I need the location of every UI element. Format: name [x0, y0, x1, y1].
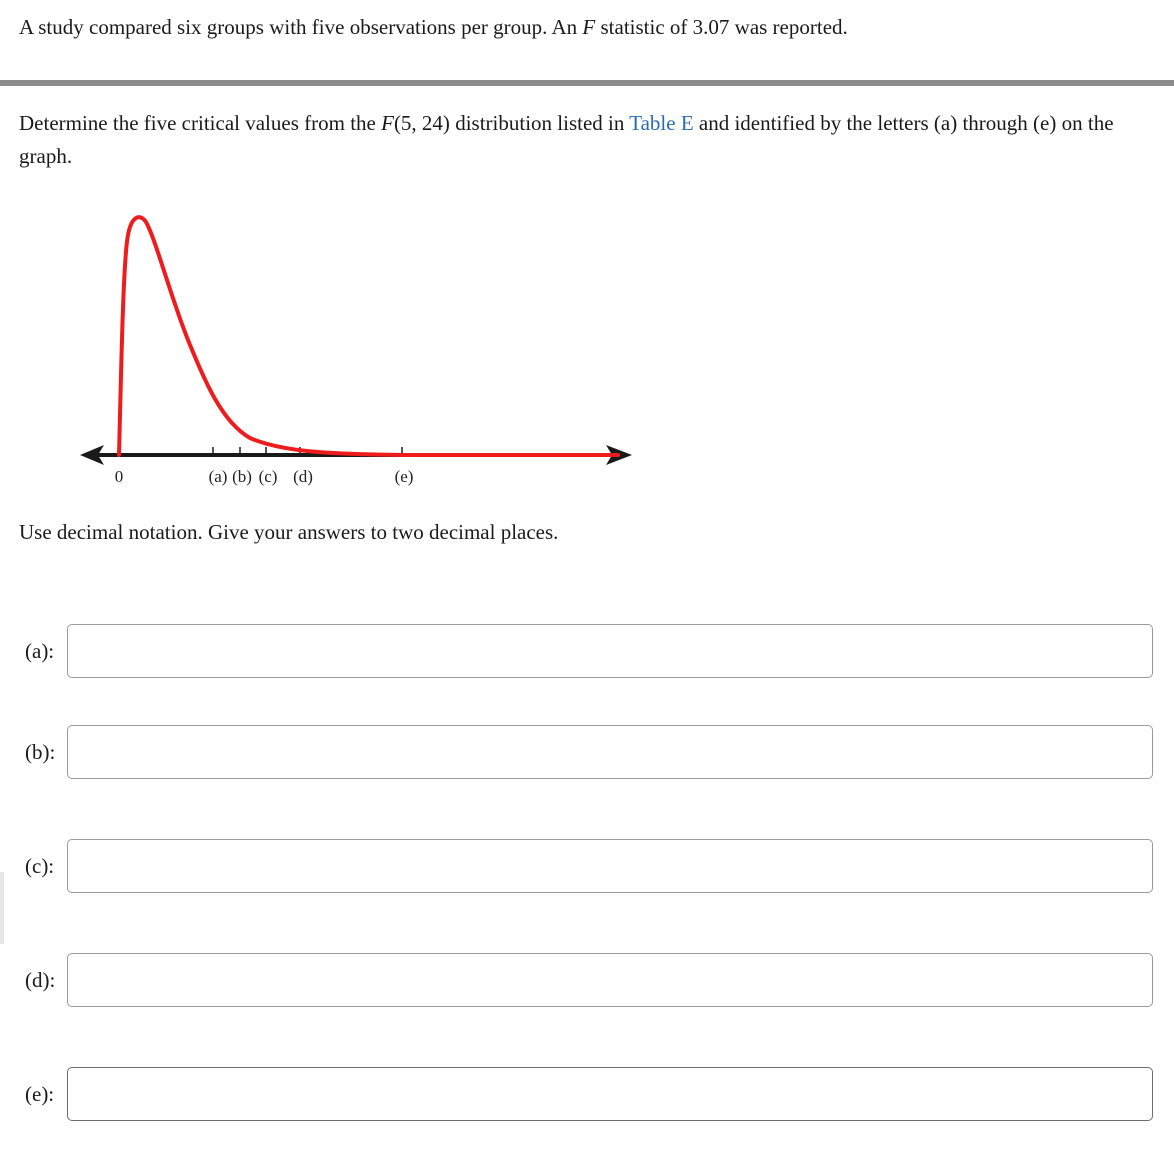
answer-label-e: (e):	[25, 1082, 55, 1106]
answer-input-b[interactable]	[67, 725, 1153, 779]
question-text: Determine the five critical values from the F(5, 24) distribution listed in Table E and identified by the letters (a) through (e) on the graph.	[19, 111, 1114, 168]
answer-row-b	[0, 725, 1174, 779]
marker-label-d: (d)	[293, 467, 313, 486]
dist-variable: F	[381, 111, 394, 135]
axis-zero-label: 0	[114, 467, 124, 486]
section-divider	[0, 80, 1174, 86]
answer-input-d[interactable]	[67, 953, 1153, 1007]
f-variable: F	[582, 15, 596, 39]
answer-label-a: (a):	[25, 639, 55, 663]
answer-input-c[interactable]	[67, 839, 1153, 893]
answer-label-d: (d):	[25, 968, 56, 992]
marker-label-b: (b)	[232, 467, 252, 486]
marker-label-c: (c)	[258, 467, 278, 486]
answer-input-a[interactable]	[67, 624, 1153, 678]
marker-label-a: (a)	[208, 467, 228, 486]
table-e-link[interactable]: Table E	[629, 111, 694, 135]
answer-row-e	[0, 1067, 1174, 1121]
problem-intro: A study compared six groups with five observations per group. An F statistic of 3.07 was reported.	[19, 15, 848, 39]
answer-row-c	[0, 839, 1174, 893]
f-density-curve	[119, 217, 618, 455]
answer-row-d	[0, 953, 1174, 1007]
instruction-text: Use decimal notation. Give your answers to two decimal places.	[19, 520, 559, 544]
answer-label-b: (b):	[25, 740, 56, 764]
f-distribution-graph	[0, 200, 650, 500]
marker-label-e: (e)	[394, 467, 414, 486]
answer-input-e[interactable]	[67, 1067, 1153, 1121]
answer-row-a	[0, 624, 1174, 678]
answer-label-c: (c):	[25, 854, 55, 878]
